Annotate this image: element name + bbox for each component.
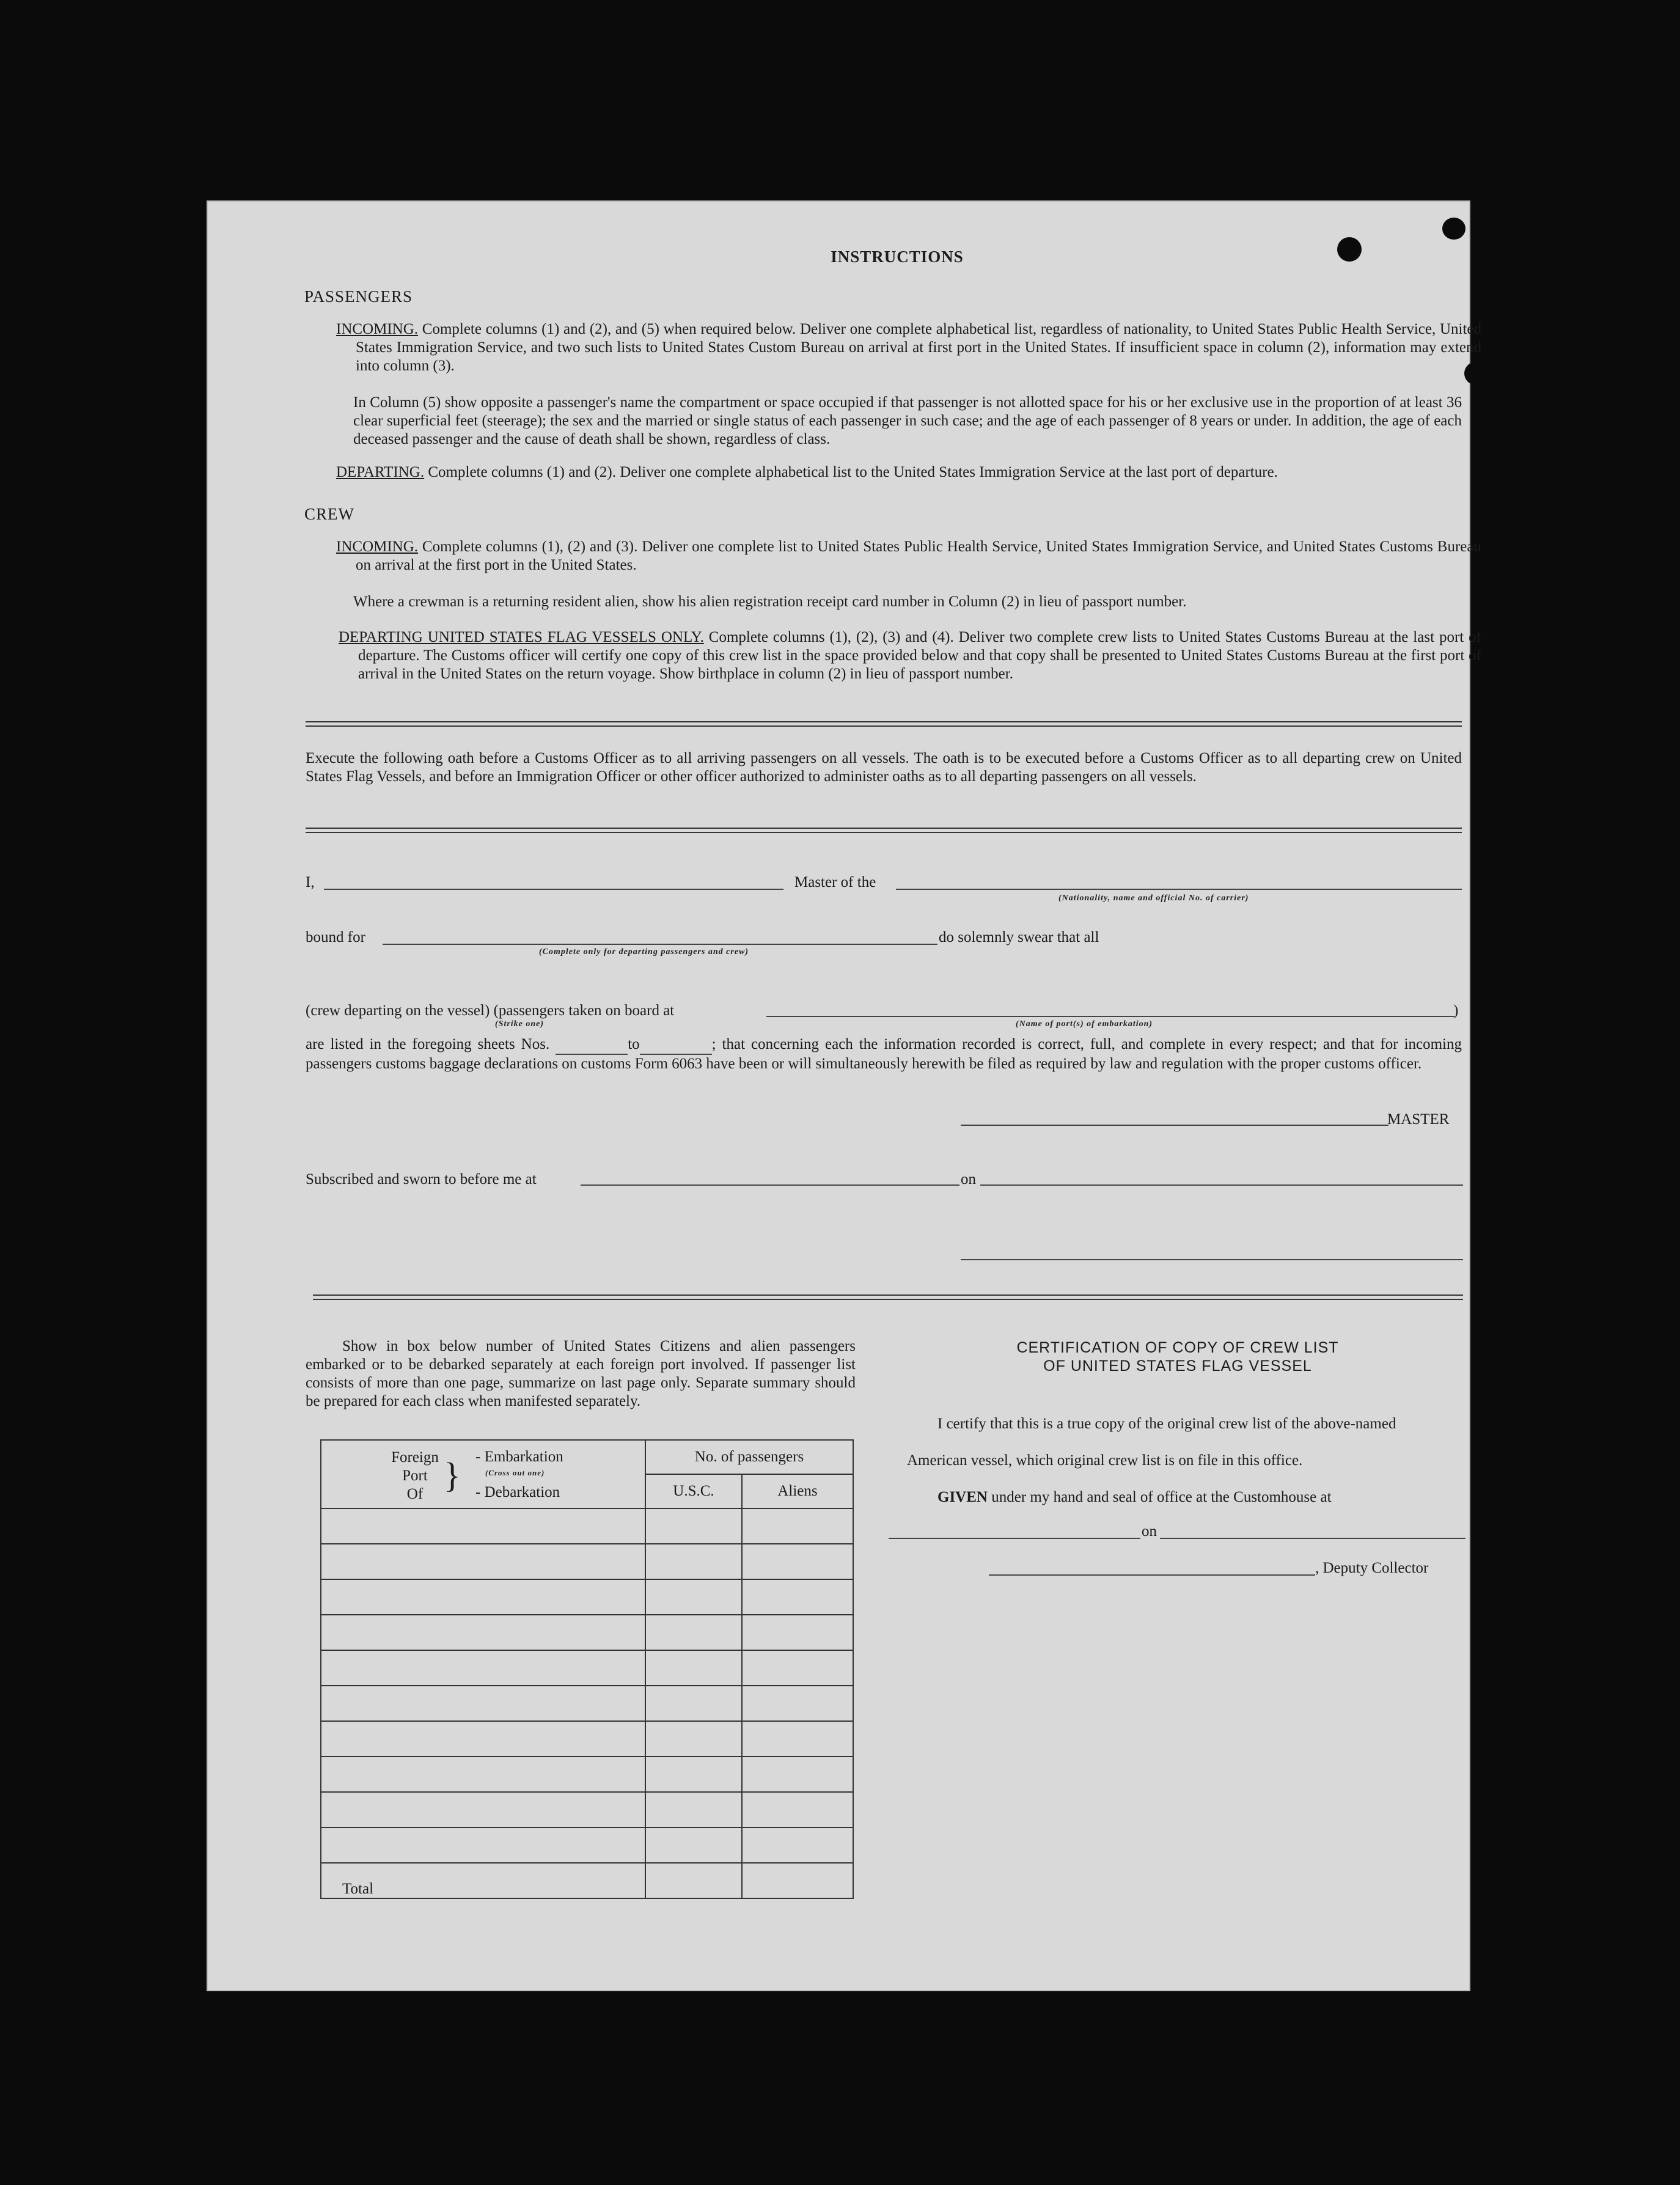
punch-hole-mark (1442, 218, 1465, 240)
usc-cell[interactable] (645, 1792, 742, 1827)
passengers-departing-paragraph (336, 463, 1462, 482)
summary-instruction: Show in box below number of United States Citizens and alien passengers embarked or to be debarked separately at each foreign port involved. If passenger list consists of more than one page, summarize on last page only. Separate summary should be prepared for each class when manifested separately. (306, 1338, 856, 1409)
aliens-cell[interactable] (742, 1827, 853, 1863)
double-rule (306, 721, 1462, 727)
port-cell[interactable] (321, 1792, 645, 1827)
listed-paragraph (306, 1035, 1462, 1073)
aliens-cell[interactable] (742, 1579, 853, 1615)
customhouse-field[interactable] (889, 1538, 1140, 1539)
no-passengers-header: No. of passengers (645, 1440, 853, 1474)
port-cell[interactable] (321, 1757, 645, 1792)
bound-for-note: (Complete only for departing passengers and crew) (539, 947, 749, 957)
brace: } (444, 1455, 461, 1495)
passengers-incoming-label: INCOMING. (336, 321, 419, 337)
passengers-departing-text: Complete columns (1) and (2). Deliver one complete alphabetical list to the United States Immigration Service at the last port of departure. (428, 464, 1278, 480)
carrier-note: (Nationality, name and official No. of carrier) (1058, 894, 1249, 903)
usc-cell[interactable] (645, 1686, 742, 1721)
port-header-line: Foreign (391, 1449, 439, 1466)
crew-alien-paragraph: Where a crewman is a returning resident alien, show his alien registration receipt card number in Column (2) in lieu of passport number. (353, 593, 1187, 610)
double-rule (306, 828, 1462, 833)
aliens-total-cell[interactable] (742, 1863, 853, 1898)
sworn-on-label: on (961, 1171, 976, 1188)
sworn-place-field[interactable] (581, 1184, 959, 1186)
port-cell[interactable] (321, 1686, 645, 1721)
aliens-cell[interactable] (742, 1650, 853, 1686)
sheet-to-field[interactable] (640, 1035, 712, 1055)
deputy-signature-field[interactable] (989, 1574, 1315, 1576)
master-label: MASTER (1387, 1111, 1450, 1128)
passengers-departing-label: DEPARTING. (336, 464, 425, 480)
passengers-column5-paragraph: In Column (5) show opposite a passenger's name the compartment or space occupied if that passenger is not allotted space for his or her exclusive use in the proportion of at least 36 clear superficial feet (steerage); the sex and the married or single status of each passenger in such case; and the age of each passenger of 8 years or under. In addition, the age of each deceased passenger and the cause of death shall be shown, regardless of class. (353, 394, 1462, 447)
listed-prefix: are listed in the foregoing sheets Nos. (306, 1036, 550, 1052)
usc-cell[interactable] (645, 1650, 742, 1686)
bound-for-label: bound for (306, 929, 365, 946)
given-bold: GIVEN (937, 1489, 988, 1505)
certification-title (892, 1339, 1463, 1375)
passengers-incoming-paragraph (336, 320, 1481, 375)
aliens-cell[interactable] (742, 1792, 853, 1827)
given-line (937, 1488, 1332, 1508)
crew-heading: CREW (304, 505, 354, 523)
usc-cell[interactable] (645, 1757, 742, 1792)
crew-departing-label: DEPARTING UNITED STATES FLAG VESSELS ONLY. (339, 629, 704, 645)
to-word: to (628, 1036, 640, 1052)
aliens-cell[interactable] (742, 1508, 853, 1544)
master-of-label: Master of the (794, 874, 876, 891)
certify-line-1: I certify that this is a true copy of the original crew list of the above-named (937, 1416, 1396, 1432)
cross-out-note: (Cross out one) (485, 1468, 545, 1477)
usc-header: U.S.C. (645, 1474, 742, 1508)
usc-total-cell[interactable] (645, 1863, 742, 1898)
certification-on-label: on (1142, 1523, 1157, 1540)
page-title: INSTRUCTIONS (831, 248, 964, 266)
oath-i-label: I, (306, 874, 315, 891)
port-note: (Name of port(s) of embarkation) (1016, 1019, 1153, 1029)
port-cell[interactable] (321, 1544, 645, 1579)
usc-cell[interactable] (645, 1544, 742, 1579)
port-cell[interactable] (321, 1650, 645, 1686)
passengers-heading: PASSENGERS (304, 287, 413, 306)
passenger-summary-table (320, 1439, 854, 1899)
strike-note: (Strike one) (495, 1019, 545, 1029)
master-name-field[interactable] (324, 889, 783, 890)
certification-title-line: OF UNITED STATES FLAG VESSEL (1043, 1357, 1312, 1375)
certify-line-2: American vessel, which original crew list is on file in this office. (907, 1452, 1303, 1469)
crew-departing-text: Complete columns (1), (2), (3) and (4). Deliver two complete crew lists to United States Customs Bureau at the last port of departure. The Customs officer will certify one copy of this crew list in the space provided below and that copy shall be presented to United States Customs Bureau at the first port of arrival in the United States on the return voyage. Show birthplace in column (2) in lieu of passport number. (358, 629, 1481, 682)
embarkation-label: - Embarkation (475, 1449, 563, 1465)
subscribed-label: Subscribed and sworn to before me at (306, 1171, 537, 1188)
usc-cell[interactable] (645, 1721, 742, 1757)
crew-incoming-label: INCOMING. (336, 538, 419, 555)
listed-rest: ; that concerning each the information recorded is correct, full, and complete in every respect; and that for incoming passengers customs baggage declarations on customs Form 6063 have been or will simultaneously herewith be filed as required by law and regulation with the proper customs officer. (306, 1036, 1462, 1072)
close-paren: ) (1453, 1002, 1459, 1019)
passengers-incoming-text: Complete columns (1) and (2), and (5) when required below. Deliver one complete alphabetical list, regardless of nationality, to United States Public Health Service, United States Immigration Service, and two such lists to United States Custom Bureau on arrival at first port in the United States. If insufficient space in column (2), information may extend into column (3). (356, 321, 1482, 374)
double-rule (313, 1294, 1463, 1300)
punch-hole-mark (1501, 214, 1528, 240)
usc-cell[interactable] (645, 1827, 742, 1863)
deputy-collector-label: , Deputy Collector (1315, 1560, 1429, 1576)
aliens-cell[interactable] (742, 1615, 853, 1650)
port-cell[interactable] (321, 1827, 645, 1863)
usc-cell[interactable] (645, 1579, 742, 1615)
port-cell[interactable] (321, 1615, 645, 1650)
debarkation-label: - Debarkation (475, 1484, 560, 1500)
embarkation-port-field[interactable] (766, 1016, 1454, 1017)
crew-passengers-text: (crew departing on the vessel) (passengers taken on board at (306, 1002, 675, 1019)
document-page (207, 200, 1482, 1991)
swear-text: do solemnly swear that all (939, 929, 1099, 946)
total-label: Total (321, 1863, 645, 1898)
usc-cell[interactable] (645, 1508, 742, 1544)
crew-departing-paragraph (339, 628, 1481, 683)
port-cell[interactable] (321, 1579, 645, 1615)
master-signature-field[interactable] (961, 1125, 1388, 1126)
usc-cell[interactable] (645, 1615, 742, 1650)
oath-instruction: Execute the following oath before a Customs Officer as to all arriving passengers on all vessels. The oath is to be executed before a Customs Officer as to all departing crew on United States Flag Vessels, and before an Immigration Officer or other officer authorized to administer oaths as to all departing passengers on all vessels. (306, 750, 1462, 785)
sworn-date-field[interactable] (980, 1184, 1463, 1186)
officer-signature-field[interactable] (961, 1259, 1463, 1260)
crew-incoming-text: Complete columns (1), (2) and (3). Deliver one complete list to United States Public Health Service, United States Immigration Service, and United States Customs Bureau on arrival at the first port in the United States. (356, 538, 1481, 573)
crew-incoming-paragraph (336, 538, 1481, 575)
port-header (321, 1440, 645, 1508)
port-header-line: Port (402, 1467, 428, 1484)
aliens-cell[interactable] (742, 1757, 853, 1792)
given-rest: under my hand and seal of office at the Customhouse at (991, 1489, 1332, 1505)
port-header-line: Of (406, 1486, 424, 1502)
certification-date-field[interactable] (1160, 1538, 1465, 1539)
aliens-cell[interactable] (742, 1721, 853, 1757)
port-cell[interactable] (321, 1508, 645, 1544)
aliens-cell[interactable] (742, 1544, 853, 1579)
port-cell[interactable] (321, 1721, 645, 1757)
certification-title-line: CERTIFICATION OF COPY OF CREW LIST (1016, 1339, 1339, 1356)
aliens-header: Aliens (742, 1474, 853, 1508)
punch-hole-mark (1472, 291, 1495, 314)
carrier-field[interactable] (896, 889, 1462, 890)
sheet-from-field[interactable] (556, 1035, 628, 1055)
bound-for-field[interactable] (383, 944, 937, 945)
aliens-cell[interactable] (742, 1686, 853, 1721)
punch-hole-mark (1506, 353, 1531, 378)
